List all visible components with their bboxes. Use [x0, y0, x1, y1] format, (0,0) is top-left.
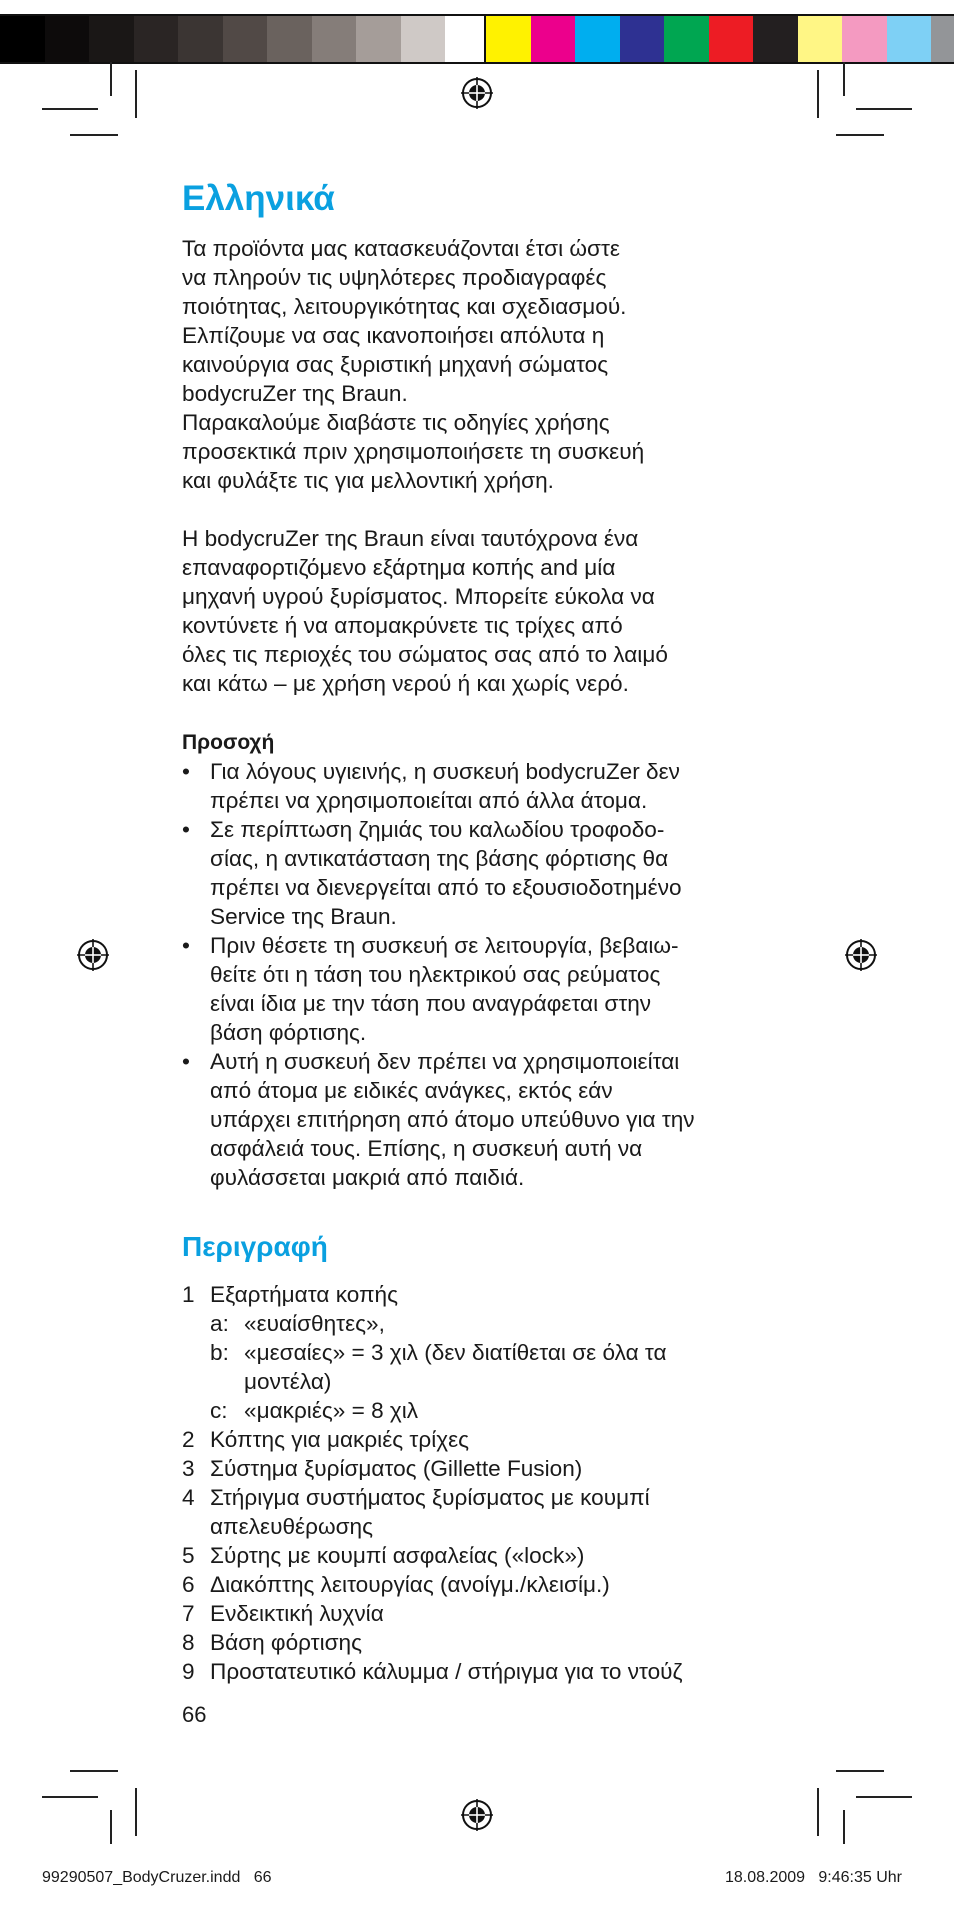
crop-mark: [110, 1810, 112, 1844]
page-title: Ελληνικά: [182, 179, 335, 218]
parts-item-label: Ενδεικτική λυχνία: [210, 1601, 384, 1626]
color-swatch: [356, 16, 401, 62]
color-swatch: [531, 16, 576, 62]
footer-timestamp: 18.08.2009 9:46:35 Uhr: [724, 1869, 902, 1886]
color-swatch: [931, 16, 954, 62]
parts-subitem: [182, 1338, 782, 1396]
warning-item: • Αυτή η συσκευή δεν πρέπει να χρησιμοποιείται από άτομα με ειδικές ανάγκες, εκτός εάν υπάρχει επιτήρηση από άτομο υπεύθυνο για την ασφάλειά τους. Επίσης, η συσκευή αυτή να φυλάσσεται μακριά από παιδιά.: [182, 1047, 782, 1192]
parts-item: [182, 1483, 782, 1541]
color-swatch: [312, 16, 357, 62]
color-swatch: [709, 16, 754, 62]
parts-subitem: [182, 1309, 782, 1338]
color-swatch: [401, 16, 446, 62]
parts-item-number: 5: [182, 1543, 195, 1568]
parts-item-number: 3: [182, 1456, 195, 1481]
parts-item-label: Κόπτης για μακριές τρίχες: [210, 1427, 470, 1452]
crop-mark: [817, 1788, 819, 1836]
parts-item-number: 1: [182, 1282, 195, 1307]
color-swatch: [620, 16, 665, 62]
parts-item: [182, 1280, 782, 1309]
warning-item: • Για λόγους υγιεινής, η συσκευή bodycruZer δεν πρέπει να χρησιμοποιείται από άλλα άτομα.: [182, 757, 782, 815]
color-swatch: [89, 16, 134, 62]
crop-mark: [110, 62, 112, 96]
crop-mark: [70, 134, 118, 136]
parts-item-number: 9: [182, 1659, 195, 1684]
intro-paragraph: Τα προϊόντα μας κατασκευάζονται έτσι ώστε να πληρούν τις υψηλότερες προδιαγραφές ποιότητας, λειτουργικότητας και σχεδιασμού. Ελπίζουμε να σας ικανοποιήσει απόλυτα η καινούργια σας ξυριστική μηχανή σώματος bodycruZer της Braun. Παρακαλούμε διαβάστε τις οδηγίες χρήσης προσεκτικά πριν χρησιμοποιήσετε τη συσκευή και φυλάξτε τις για μελλοντική χρήση.: [182, 236, 645, 493]
parts-item-number: 2: [182, 1427, 195, 1452]
parts-title: Περιγραφή: [182, 1231, 328, 1262]
warning-item: • Πριν θέσετε τη συσκευή σε λειτουργία, βεβαιω- θείτε ότι η τάση του ηλεκτρικού σας ρεύματος είναι ίδια με την τάση που αναγράφεται στην βάση φόρτισης.: [182, 931, 782, 1047]
parts-item: [182, 1599, 782, 1628]
parts-item-label: Διακόπτης λειτουργίας (ανοίγμ./κλεισίμ.): [210, 1572, 610, 1597]
grayscale-color-bar: [0, 14, 492, 64]
color-swatch: [178, 16, 223, 62]
parts-item: [182, 1628, 782, 1657]
parts-item-label: Προστατευτικό κάλυμμα / στήριγμα για το ντούζ: [210, 1659, 683, 1684]
crop-mark: [856, 1796, 912, 1798]
color-swatch: [267, 16, 312, 62]
parts-item-label: Σύστημα ξυρίσματος (Gillette Fusion): [210, 1456, 583, 1481]
crop-mark: [135, 1788, 137, 1836]
parts-item: [182, 1454, 782, 1483]
footer-file-info: 99290507_BodyCruzer.indd 66: [42, 1869, 272, 1886]
page-number: 66: [182, 1702, 207, 1727]
crop-mark: [843, 62, 845, 96]
color-swatch: [0, 16, 45, 62]
parts-item: [182, 1425, 782, 1454]
color-swatch: [753, 16, 798, 62]
parts-subitem-letter: c:: [210, 1398, 228, 1423]
color-swatch: [575, 16, 620, 62]
parts-item-label: Σύρτης με κουμπί ασφαλείας («lock»): [210, 1543, 585, 1568]
color-swatch: [798, 16, 843, 62]
crop-mark: [70, 1770, 118, 1772]
registration-mark-icon: [460, 1798, 494, 1832]
color-swatch: [842, 16, 887, 62]
parts-item-number: 7: [182, 1601, 195, 1626]
warning-title: Προσοχή: [182, 731, 275, 754]
parts-item: [182, 1657, 782, 1686]
description-paragraph: Η bodycruZer της Braun είναι ταυτόχρονα ένα επαναφορτιζόμενο εξάρτημα κοπής and μία μηχανή υγρού ξυρίσματος. Μπορείτε εύκολα να κοντύνετε ή να απομακρύνετε τις τρίχες από όλες τις περιοχές του σώματος σας από το λαιμό και κάτω – με χρήση νερού ή και χωρίς νερό.: [182, 526, 668, 696]
parts-subitem-label: «ευαίσθητες»,: [244, 1311, 385, 1336]
parts-subitem-letter: b:: [210, 1340, 229, 1365]
parts-item-number: 8: [182, 1630, 195, 1655]
color-swatch: [45, 16, 90, 62]
page-content: [182, 178, 782, 1686]
parts-subitem-letter: a:: [210, 1311, 229, 1336]
parts-item-label: Βάση φόρτισης: [210, 1630, 363, 1655]
crop-mark: [135, 70, 137, 118]
color-swatch: [445, 16, 490, 62]
crop-mark: [836, 1770, 884, 1772]
crop-mark: [856, 108, 912, 110]
parts-item-number: 4: [182, 1485, 195, 1510]
color-swatch: [486, 16, 531, 62]
crop-mark: [817, 70, 819, 118]
parts-subitem-label: «μεσαίες» = 3 χιλ (δεν διατίθεται σε όλα τα μοντέλα): [244, 1340, 667, 1394]
parts-list: [182, 1280, 782, 1686]
parts-subitem: [182, 1396, 782, 1425]
color-swatch: [223, 16, 268, 62]
registration-mark-icon: [76, 938, 110, 972]
color-swatch: [134, 16, 179, 62]
parts-item-number: 6: [182, 1572, 195, 1597]
warning-list: [182, 757, 782, 1192]
parts-subitem-label: «μακριές» = 8 χιλ: [244, 1398, 419, 1423]
crop-mark: [42, 1796, 98, 1798]
registration-mark-icon: [460, 76, 494, 110]
color-swatch: [887, 16, 932, 62]
parts-item: [182, 1541, 782, 1570]
parts-item: [182, 1570, 782, 1599]
crop-mark: [42, 108, 98, 110]
color-swatch: [664, 16, 709, 62]
warning-item: • Σε περίπτωση ζημιάς του καλωδίου τροφοδο- σίας, η αντικατάσταση της βάσης φόρτισης θα πρέπει να διενεργείται από το εξουσιοδοτημένο Service της Braun.: [182, 815, 782, 931]
crop-mark: [843, 1810, 845, 1844]
registration-mark-icon: [844, 938, 878, 972]
crop-mark: [836, 134, 884, 136]
process-color-bar: [484, 14, 954, 64]
parts-item-label: Στήριγμα συστήματος ξυρίσματος με κουμπί απελευθέρωσης: [210, 1485, 650, 1539]
parts-item-label: Εξαρτήματα κοπής: [210, 1282, 398, 1307]
